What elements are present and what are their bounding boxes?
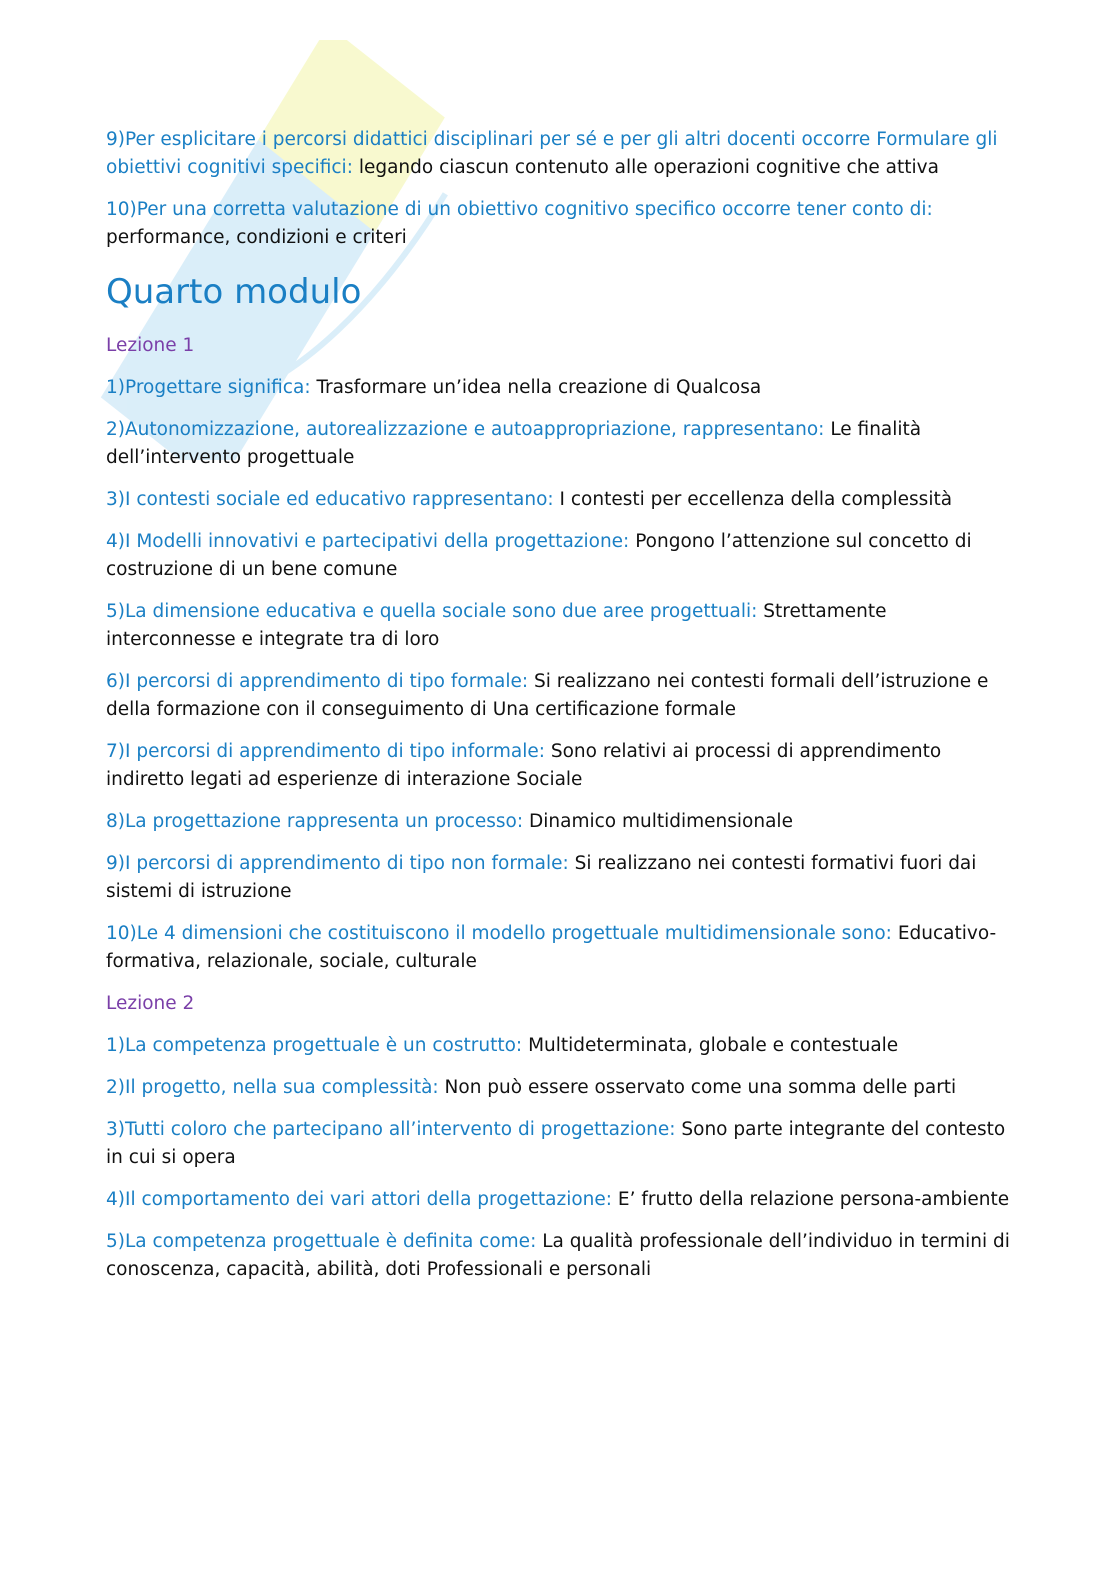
lesson1-item	[106, 850, 1016, 906]
lesson1-item	[106, 808, 1016, 836]
answer-text: Dinamico multidimensionale	[529, 811, 793, 832]
lesson1-item	[106, 486, 1016, 514]
question-text: 7)I percorsi di apprendimento di tipo informale:	[106, 741, 545, 762]
intro-item-10	[106, 196, 1016, 252]
lesson2-item	[106, 1186, 1016, 1214]
lesson1-item	[106, 598, 1016, 654]
lesson2-item	[106, 1074, 1016, 1102]
question-text: 10)Per una corretta valutazione di un obiettivo cognitivo specifico occorre tener conto di:	[106, 199, 933, 220]
answer-text: Strettamente interconnesse e integrate tra di loro	[106, 601, 887, 650]
question-text: 4)I Modelli innovativi e partecipativi della progettazione:	[106, 531, 630, 552]
section-title: Quarto modulo	[106, 272, 362, 312]
lesson1-item	[106, 738, 1016, 794]
answer-text: Educativo-formativa, relazionale, sociale, culturale	[106, 923, 997, 972]
question-text: 1)Progettare significa:	[106, 377, 311, 398]
answer-text: Trasformare un’idea nella creazione di Qualcosa	[316, 377, 762, 398]
answer-text: Si realizzano nei contesti formativi fuori dai sistemi di istruzione	[106, 853, 977, 902]
question-text: 10)Le 4 dimensioni che costituiscono il modello progettuale multidimensionale sono:	[106, 923, 892, 944]
question-text: 9)Per esplicitare i percorsi didattici disciplinari per sé e per gli altri docenti occorre Formulare gli obiettivi cognitivi specifici:	[106, 129, 998, 178]
question-text: 6)I percorsi di apprendimento di tipo formale:	[106, 671, 529, 692]
question-text: 8)La progettazione rappresenta un processo:	[106, 811, 524, 832]
lesson2-item	[106, 1116, 1016, 1172]
question-text: 2)Il progetto, nella sua complessità:	[106, 1077, 439, 1098]
answer-text: I contesti per eccellenza della complessità	[559, 489, 953, 510]
document-body	[106, 126, 1016, 1298]
answer-text: legando ciascun contenuto alle operazioni cognitive che attiva	[358, 157, 939, 178]
answer-text: Sono parte integrante del contesto in cui si opera	[106, 1119, 1006, 1168]
answer-text: Pongono l’attenzione sul concetto di costruzione di un bene comune	[106, 531, 972, 580]
answer-text: Non può essere osservato come una somma delle parti	[444, 1077, 957, 1098]
answer-text: La qualità professionale dell’individuo in termini di conoscenza, capacità, abilità, doti Professionali e personali	[106, 1231, 1010, 1280]
question-text: 5)La competenza progettuale è definita come:	[106, 1231, 537, 1252]
lesson1-item	[106, 416, 1016, 472]
lesson2-item	[106, 1032, 1016, 1060]
answer-text: Multideterminata, globale e contestuale	[528, 1035, 899, 1056]
lesson-2-title: Lezione 2	[106, 993, 195, 1014]
answer-text: Le finalità dell’intervento progettuale	[106, 419, 922, 468]
answer-text: performance, condizioni e criteri	[106, 227, 407, 248]
lesson-1-title: Lezione 1	[106, 335, 195, 356]
answer-text: Si realizzano nei contesti formali dell’istruzione e della formazione con il conseguimento di Una certificazione formale	[106, 671, 989, 720]
lesson1-item	[106, 920, 1016, 976]
question-text: 3)I contesti sociale ed educativo rappresentano:	[106, 489, 554, 510]
answer-text: Sono relativi ai processi di apprendimento indiretto legati ad esperienze di interazione Sociale	[106, 741, 942, 790]
question-text: 4)Il comportamento dei vari attori della progettazione:	[106, 1189, 613, 1210]
lesson1-item	[106, 374, 1016, 402]
question-text: 9)I percorsi di apprendimento di tipo non formale:	[106, 853, 569, 874]
intro-item-9	[106, 126, 1016, 182]
lesson1-item	[106, 528, 1016, 584]
question-text: 3)Tutti coloro che partecipano all’intervento di progettazione:	[106, 1119, 676, 1140]
question-text: 2)Autonomizzazione, autorealizzazione e autoappropriazione, rappresentano:	[106, 419, 825, 440]
lesson1-item	[106, 668, 1016, 724]
lesson2-item	[106, 1228, 1016, 1284]
answer-text: E’ frutto della relazione persona-ambiente	[617, 1189, 1010, 1210]
question-text: 1)La competenza progettuale è un costrutto:	[106, 1035, 523, 1056]
question-text: 5)La dimensione educativa e quella sociale sono due aree progettuali:	[106, 601, 758, 622]
